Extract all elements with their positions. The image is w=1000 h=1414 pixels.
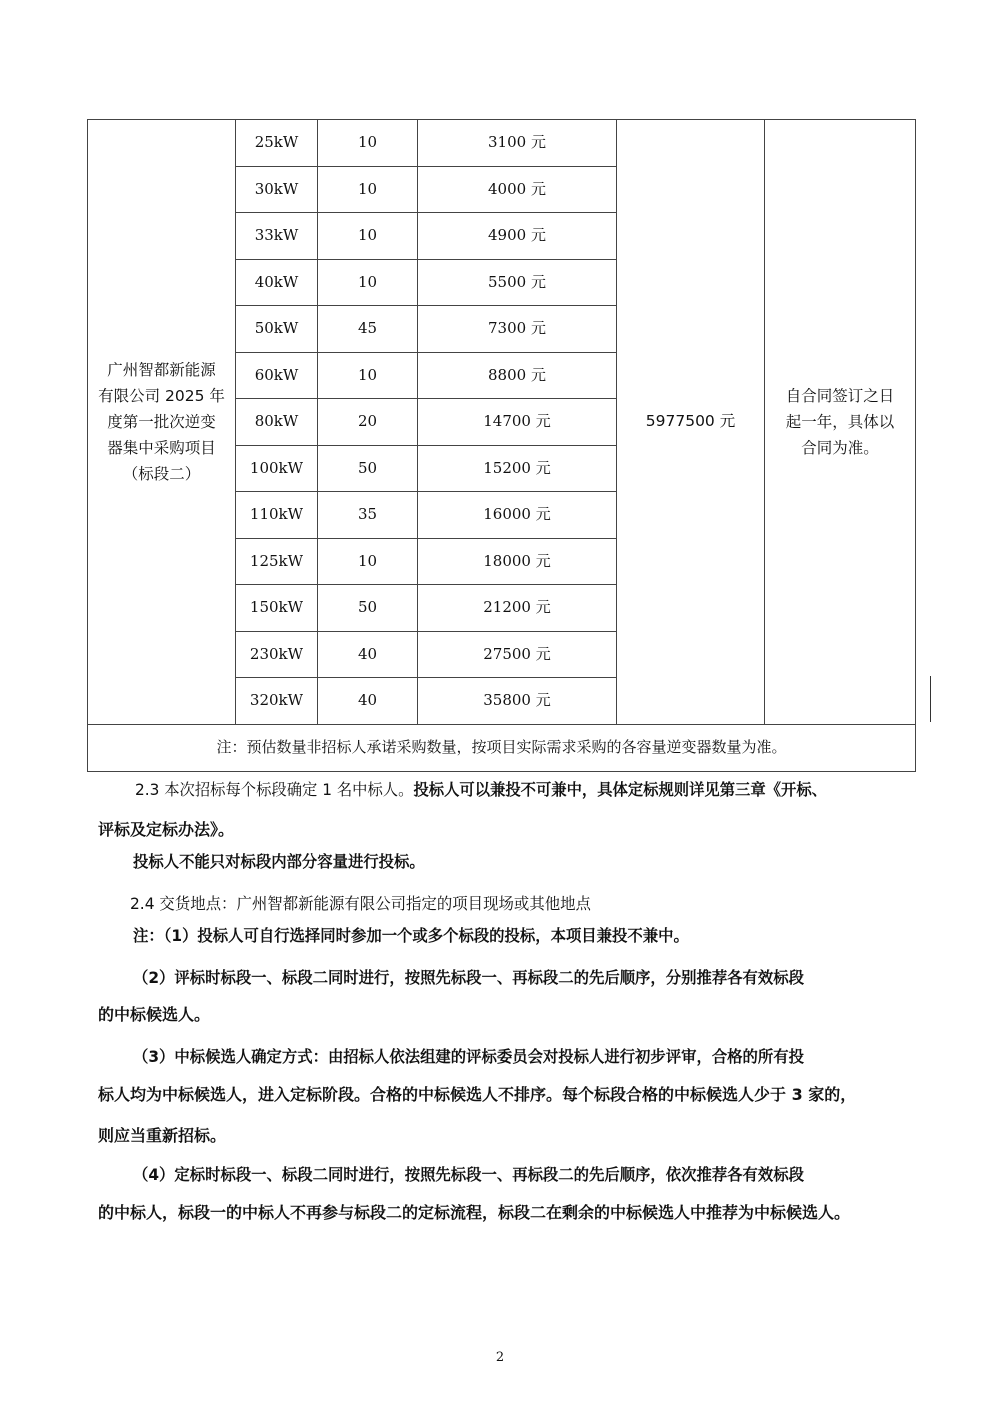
capacity-cell: 40kW (236, 259, 318, 306)
note-3-line-3: 则应当重新招标。 (98, 1126, 227, 1145)
note-3-line-1: （3）中标候选人确定方式：由招标人依法组建的评标委员会对投标人进行初步评审，合格的所有投 (133, 1047, 804, 1066)
project-name-line: （标段二） (122, 464, 201, 483)
quantity-cell: 35 (318, 492, 418, 539)
price-cell: 21200 元 (418, 585, 617, 632)
price-cell: 14700 元 (418, 399, 617, 446)
paragraph-2-4: 2.4 交货地点：广州智都新能源有限公司指定的项目现场或其他地点 (130, 894, 591, 913)
capacity-cell: 125kW (236, 538, 318, 585)
page-number: 2 (495, 1350, 505, 1365)
quantity-cell: 10 (318, 120, 418, 167)
quantity-cell: 10 (318, 166, 418, 213)
note-2-line-1: （2）评标时标段一、标段二同时进行，按照先标段一、再标段二的先后顺序，分别推荐各有效标段 (133, 968, 804, 987)
quantity-cell: 50 (318, 445, 418, 492)
table-note: 注：预估数量非招标人承诺采购数量，按项目实际需求采购的各容量逆变器数量为准。 (88, 724, 916, 771)
note-3-line-2: 标人均为中标候选人，进入定标阶段。合格的中标候选人不排序。每个标段合格的中标候选人少于 3 家的， (98, 1085, 857, 1104)
capacity-cell: 30kW (236, 166, 318, 213)
quantity-cell: 40 (318, 631, 418, 678)
price-cell: 3100 元 (418, 120, 617, 167)
note-4-line-1: （4）定标时标段一、标段二同时进行，按照先标段一、再标段二的先后顺序，依次推荐各有效标段 (133, 1165, 804, 1184)
table-row (88, 120, 916, 167)
quantity-cell: 50 (318, 585, 418, 632)
procurement-table (87, 119, 916, 772)
capacity-cell: 25kW (236, 120, 318, 167)
quantity-cell: 45 (318, 306, 418, 353)
paragraph-2-3-text: 2.3 本次招标每个标段确定 1 名中标人。 (135, 780, 414, 799)
margin-mark (930, 676, 931, 722)
capacity-cell: 320kW (236, 678, 318, 725)
capacity-cell: 50kW (236, 306, 318, 353)
capacity-cell: 80kW (236, 399, 318, 446)
price-cell: 18000 元 (418, 538, 617, 585)
period-line: 合同为准。 (801, 438, 879, 457)
paragraph-2-3 (135, 780, 918, 800)
quantity-cell: 10 (318, 352, 418, 399)
project-name-line: 广州智都新能源 (107, 360, 216, 379)
capacity-cell: 100kW (236, 445, 318, 492)
paragraph-2-3-continuation: 评标及定标办法》。 (98, 820, 235, 839)
capacity-cell: 150kW (236, 585, 318, 632)
price-cell: 35800 元 (418, 678, 617, 725)
price-cell: 8800 元 (418, 352, 617, 399)
capacity-cell: 33kW (236, 213, 318, 260)
period-line: 起一年，具体以 (785, 412, 895, 431)
capacity-cell: 110kW (236, 492, 318, 539)
paragraph-2-3-bold-text: 投标人可以兼投不可兼中，具体定标规则详见第三章《开标、 (413, 780, 827, 799)
price-cell: 4900 元 (418, 213, 617, 260)
project-name-cell (88, 120, 236, 725)
total-price-cell: 5977500 元 (617, 120, 765, 725)
project-name-line: 有限公司 2025 年 (98, 386, 225, 405)
project-name-line: 器集中采购项目 (107, 438, 216, 457)
note-4-line-2: 的中标人，标段一的中标人不再参与标段二的定标流程，标段二在剩余的中标候选人中推荐为中标候选人。 (98, 1203, 851, 1222)
period-cell (765, 120, 916, 725)
quantity-cell: 10 (318, 213, 418, 260)
note-2-line-2: 的中标候选人。 (98, 1005, 211, 1024)
price-cell: 4000 元 (418, 166, 617, 213)
quantity-cell: 10 (318, 538, 418, 585)
paragraph-2-3-bid-rule: 投标人不能只对标段内部分容量进行投标。 (133, 852, 425, 871)
note-1: 注：（1）投标人可自行选择同时参加一个或多个标段的投标，本项目兼投不兼中。 (133, 926, 689, 945)
price-cell: 15200 元 (418, 445, 617, 492)
price-cell: 5500 元 (418, 259, 617, 306)
price-cell: 27500 元 (418, 631, 617, 678)
capacity-cell: 60kW (236, 352, 318, 399)
price-cell: 7300 元 (418, 306, 617, 353)
quantity-cell: 20 (318, 399, 418, 446)
project-name-line: 度第一批次逆变 (107, 412, 216, 431)
quantity-cell: 10 (318, 259, 418, 306)
quantity-cell: 40 (318, 678, 418, 725)
table-note-row (88, 724, 916, 771)
price-cell: 16000 元 (418, 492, 617, 539)
capacity-cell: 230kW (236, 631, 318, 678)
period-line: 自合同签订之日 (785, 386, 895, 405)
